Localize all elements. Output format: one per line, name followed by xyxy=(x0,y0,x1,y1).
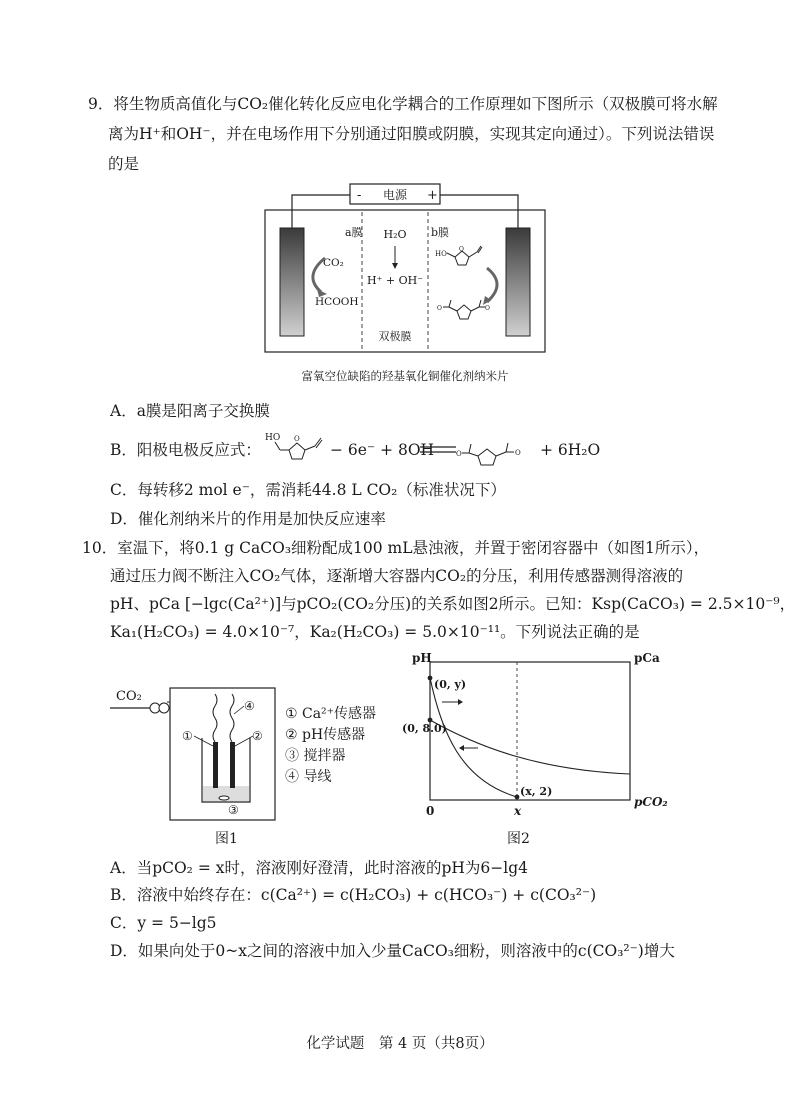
label-point-0-y: (0, y) xyxy=(434,678,467,691)
q9-stem-line2: 离为H⁺和OH⁻，并在电场作用下分别通过阳膜或阴膜，实现其定向通过）。下列说法错误 xyxy=(108,125,715,143)
svg-text:O: O xyxy=(485,305,490,312)
equals-sign xyxy=(418,444,458,456)
co2-label: CO₂ xyxy=(323,257,344,269)
svg-text:O: O xyxy=(456,450,462,458)
q9-option-b-prefix: B．阳极电极反应式： xyxy=(110,441,261,459)
label-point-0-8: (0, 8.0) xyxy=(402,722,447,735)
ca-sensor xyxy=(213,742,218,788)
power-plus: + xyxy=(427,188,438,203)
fdca-molecule xyxy=(437,300,490,319)
water-label: H₂O xyxy=(383,228,407,241)
ions-label: H⁺ + OH⁻ xyxy=(366,274,424,287)
hmf-molecule xyxy=(435,246,482,265)
x-tick-label: x xyxy=(514,804,522,818)
svg-text:HO: HO xyxy=(435,250,447,258)
figure1-legend xyxy=(285,704,376,788)
gradual-curve xyxy=(430,720,630,774)
legend-stirrer: ③ 搅拌器 xyxy=(285,748,346,764)
electrolysis-cell-diagram xyxy=(255,180,555,390)
q9-option-b-end: + 6H₂O xyxy=(540,441,601,459)
q9-stem-line3: 的是 xyxy=(108,155,140,173)
point-x-2 xyxy=(515,795,520,800)
q10-option-c: C．y = 5−lg5 xyxy=(110,914,217,932)
svg-text:HO: HO xyxy=(265,433,281,443)
y-axis-left-label: pH xyxy=(412,651,432,665)
figure1-apparatus xyxy=(110,680,280,825)
q10-option-b: B．溶液中始终存在：c(Ca²⁺) = c(H₂CO₃) + c(HCO₃⁻) + c(CO₃²⁻) xyxy=(110,886,597,904)
anode-arrow xyxy=(487,268,497,302)
x-axis-label: pCO₂ xyxy=(634,795,668,809)
q10-stem-line4: Ka₁(H₂CO₃) = 4.0×10⁻⁷，Ka₂(H₂CO₃) = 5.0×10⁻¹¹。下列说法正确的是 xyxy=(110,623,640,641)
legend-wire: ④ 导线 xyxy=(285,769,332,785)
fdca-structure-icon xyxy=(456,428,536,468)
point-0-y xyxy=(428,676,433,681)
label-2: ② xyxy=(252,729,263,743)
label-3: ③ xyxy=(228,803,239,817)
svg-text:O: O xyxy=(459,246,464,253)
label-point-x-2: (x, 2) xyxy=(520,785,553,798)
b-membrane-label: b膜 xyxy=(431,226,450,239)
power-minus: - xyxy=(357,188,362,203)
figure2-caption: 图2 xyxy=(507,831,530,847)
a-membrane-label: a膜 xyxy=(345,226,363,239)
svg-text:O: O xyxy=(515,449,521,457)
co2-inlet-label: CO₂ xyxy=(116,689,142,704)
steep-curve xyxy=(430,678,517,797)
y-axis-right-label: pCa xyxy=(634,651,660,665)
label-4: ④ xyxy=(244,699,255,713)
hcooh-label: HCOOH xyxy=(315,296,359,308)
legend-ph-sensor: ② pH传感器 xyxy=(285,727,366,743)
svg-text:O: O xyxy=(294,435,300,443)
cathode-electrode xyxy=(280,228,304,336)
origin-label: 0 xyxy=(426,804,435,818)
q9-option-a: A．a膜是阳离子交换膜 xyxy=(110,402,270,420)
q9-option-d: D．催化剂纳米片的作用是加快反应速率 xyxy=(110,510,386,528)
q9-stem-line1: 9．将生物质高值化与CO₂催化转化反应电化学耦合的工作原理如下图所示（双极膜可将水解 xyxy=(88,95,718,113)
label-1: ① xyxy=(182,729,193,743)
page-footer: 化学试题 第 4 页（共8页） xyxy=(306,1036,494,1052)
power-label: 电源 xyxy=(382,188,408,202)
bipolar-membrane-label: 双极膜 xyxy=(378,330,412,343)
q9-option-b-middle: − 6e⁻ + 8OH⁻ xyxy=(330,441,443,459)
diagram-caption: 富氧空位缺陷的羟基氧化铜催化剂纳米片 xyxy=(301,369,509,383)
figure2-graph xyxy=(402,651,678,824)
legend-ca-sensor: ① Ca²⁺传感器 xyxy=(285,706,377,722)
q10-stem-line3: pH、pCa [−lgc(Ca²⁺)]与pCO₂(CO₂分压)的关系如图2所示。已知：Ksp(CaCO₃) = 2.5×10⁻⁹， xyxy=(110,595,796,613)
q9-option-c: C．每转移2 mol e⁻，需消耗44.8 L CO₂（标准状况下） xyxy=(110,481,506,499)
q10-option-d: D．如果向处于0~x之间的溶液中加入少量CaCO₃细粉，则溶液中的c(CO₃²⁻)增大 xyxy=(110,942,675,960)
figure1-caption: 图1 xyxy=(215,831,238,847)
ph-sensor xyxy=(230,742,235,788)
anode-electrode xyxy=(506,228,530,336)
stirrer xyxy=(219,796,229,800)
q10-option-a: A．当pCO₂ = x时，溶液刚好澄清，此时溶液的pH为6−lg4 xyxy=(110,859,529,877)
svg-text:O: O xyxy=(437,305,442,312)
q10-stem-line2: 通过压力阀不断注入CO₂气体，逐渐增大容器内CO₂的分压，利用传感器测得溶液的 xyxy=(110,567,684,585)
q10-stem-line1: 10．室温下，将0.1 g CaCO₃细粉配成100 mL悬浊液，并置于密闭容器中（如图1所示）， xyxy=(82,539,710,557)
